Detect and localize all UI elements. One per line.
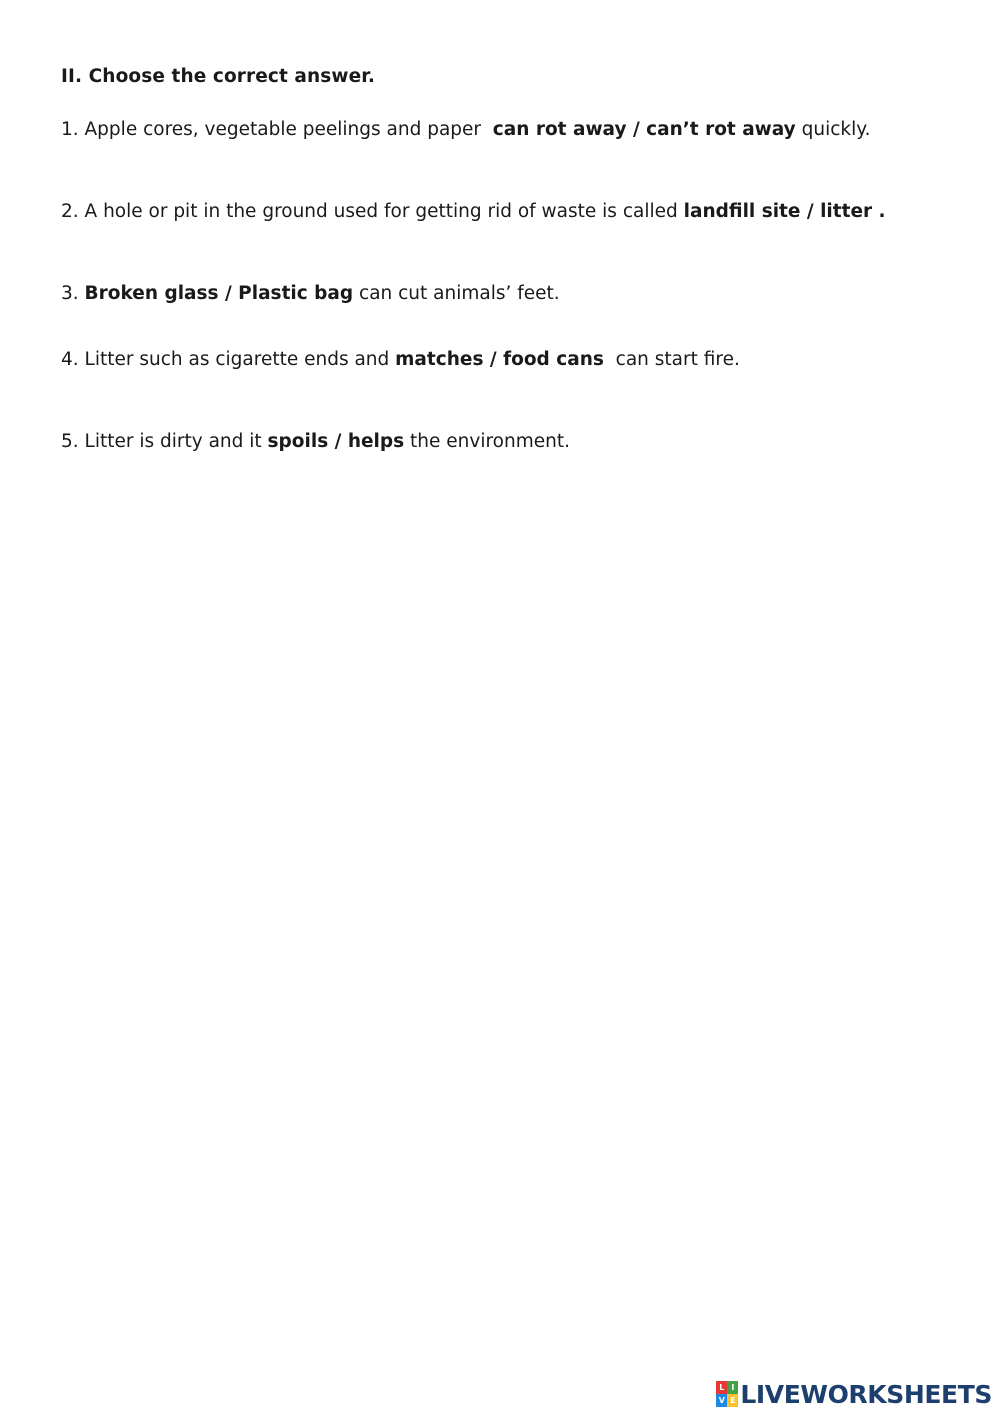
logo-icon-tile-4: E (727, 1394, 738, 1407)
question-1 (61, 118, 870, 142)
question-5-text-end: the environment. (404, 431, 570, 452)
liveworksheets-logo-text: LIVEWORKSHEETS (740, 1379, 992, 1409)
question-5 (61, 430, 570, 454)
question-2-choice[interactable]: landfill site / litter . (683, 201, 886, 222)
logo-icon-tile-2: I (727, 1381, 738, 1394)
question-5-choice[interactable]: spoils / helps (267, 431, 405, 452)
question-2-text: 2. A hole or pit in the ground used for getting rid of waste is called (61, 201, 684, 222)
question-3-text: 3. (61, 283, 85, 304)
question-1-choice[interactable]: can rot away / can’t rot away (492, 119, 796, 140)
question-4 (61, 348, 740, 372)
logo-icon-tile-1: L (716, 1381, 727, 1394)
liveworksheets-logo[interactable] (716, 1378, 992, 1410)
question-4-text-end: can start fire. (603, 349, 740, 370)
liveworksheets-logo-icon (716, 1381, 738, 1407)
question-3-text-end: can cut animals’ feet. (353, 283, 560, 304)
section-title: II. Choose the correct answer. (61, 66, 375, 87)
logo-icon-tile-3: V (716, 1394, 727, 1407)
question-1-text: 1. Apple cores, vegetable peelings and paper (61, 119, 493, 140)
question-2 (61, 200, 886, 224)
question-5-text: 5. Litter is dirty and it (61, 431, 268, 452)
question-4-choice[interactable]: matches / food cans (395, 349, 604, 370)
question-1-text-end: quickly. (795, 119, 871, 140)
question-4-text: 4. Litter such as cigarette ends and (61, 349, 396, 370)
question-3-choice[interactable]: Broken glass / Plastic bag (84, 283, 354, 304)
question-3 (61, 282, 560, 306)
